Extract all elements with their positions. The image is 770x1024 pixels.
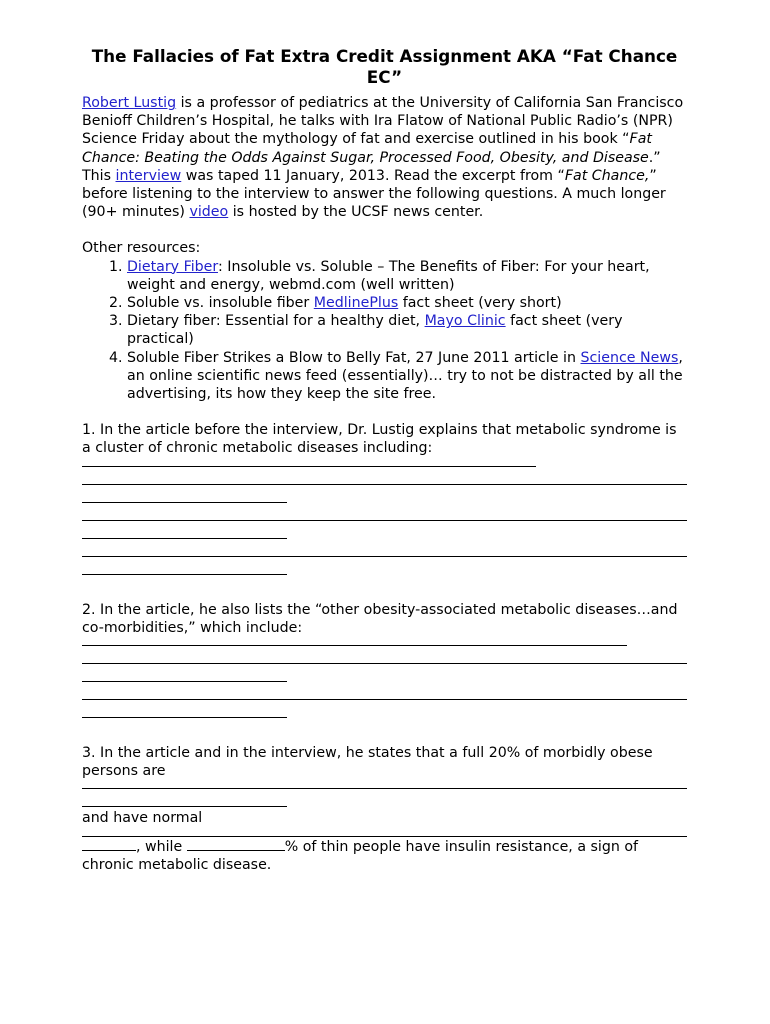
book-title: Fat Chance: Beating the Odds Against Sugar, Processed Food, Obesity, and Disease (82, 131, 652, 166)
answer-line[interactable] (82, 556, 687, 557)
q2-answer-lines (82, 645, 687, 718)
q3-and-normal: and have normal (82, 810, 203, 827)
q1-answer-lines (82, 466, 687, 575)
answer-line[interactable] (82, 466, 536, 467)
medlineplus-link[interactable]: MedlinePlus (313, 295, 399, 312)
answer-blank[interactable] (82, 836, 136, 851)
intro-text-1: is a professor of pediatrics at the University of California San Francisco Benioff Children’s Hospital, he talks with Ira Flatow of National Public Radio’s (NPR) Science Friday about the mythology of fat and exercise outlined in his book “ (82, 95, 684, 148)
mayo-clinic-link[interactable]: Mayo Clinic (424, 313, 506, 330)
worksheet (82, 46, 687, 874)
resources-list (82, 258, 687, 404)
intro-text-5: is hosted by the UCSF news center. (228, 204, 484, 221)
answer-line[interactable] (82, 484, 687, 485)
answer-line[interactable] (82, 699, 687, 700)
lustig-link[interactable]: Robert Lustig (82, 95, 177, 111)
interview-link[interactable]: interview (115, 167, 182, 184)
resource-item: 3. Dietary fiber: Essential for a healthy diet, Mayo Clinic fact sheet (very practical) (127, 312, 687, 348)
question-1: 1. In the article before the interview, Dr. Lustig explains that metabolic syndrome is a cluster of chronic metabolic diseases including: (82, 422, 677, 457)
resources-heading: Other resources: (82, 240, 201, 257)
q3-end: chronic metabolic disease. (82, 856, 272, 873)
resource-item: 1. Dietary Fiber: Insoluble vs. Soluble – The Benefits of Fiber: For your heart, weight and energy, webmd.com (well written) (127, 258, 687, 294)
intro-text-4: ” before listening to the interview to answer the following questions. A much longer (90+ minutes) (82, 167, 666, 221)
answer-line[interactable] (82, 520, 687, 521)
answer-line[interactable] (82, 538, 287, 539)
question-3: 3. In the article and in the interview, he states that a full 20% of morbidly obese persons are (82, 745, 653, 780)
resource-item: 2. Soluble vs. insoluble fiber MedlinePlus fact sheet (very short) (127, 294, 687, 312)
intro-paragraph (82, 94, 687, 221)
resource-item: 4. Soluble Fiber Strikes a Blow to Belly Fat, 27 June 2011 article in Science News, an online scientific news feed (essentially)… try to not be distracted by all the advertising, its how they keep the site free. (127, 349, 687, 404)
science-news-link[interactable]: Science News (580, 349, 679, 366)
video-link[interactable]: video (189, 204, 229, 221)
answer-line[interactable] (82, 502, 287, 503)
answer-line[interactable] (82, 663, 687, 664)
dietary-fiber-link[interactable]: Dietary Fiber (127, 258, 218, 275)
answer-blank[interactable] (187, 836, 285, 851)
answer-line[interactable] (82, 788, 687, 789)
answer-line[interactable] (82, 681, 287, 682)
question-2: 2. In the article, he also lists the “other obesity-associated metabolic diseases…and co-morbidities,” which include: (82, 601, 678, 636)
q3-while-line: , while % of thin people have insulin resistance, a sign of (82, 836, 687, 856)
intro-text-3: was taped 11 January, 2013. Read the excerpt from “ (181, 167, 565, 184)
page-title: The Fallacies of Fat Extra Credit Assignment AKA “Fat Chance EC” (91, 46, 678, 87)
intro-text-2: .” This (82, 149, 661, 184)
book-short-title: Fat Chance, (564, 167, 650, 184)
answer-line[interactable] (82, 806, 287, 807)
answer-line[interactable] (82, 645, 627, 646)
